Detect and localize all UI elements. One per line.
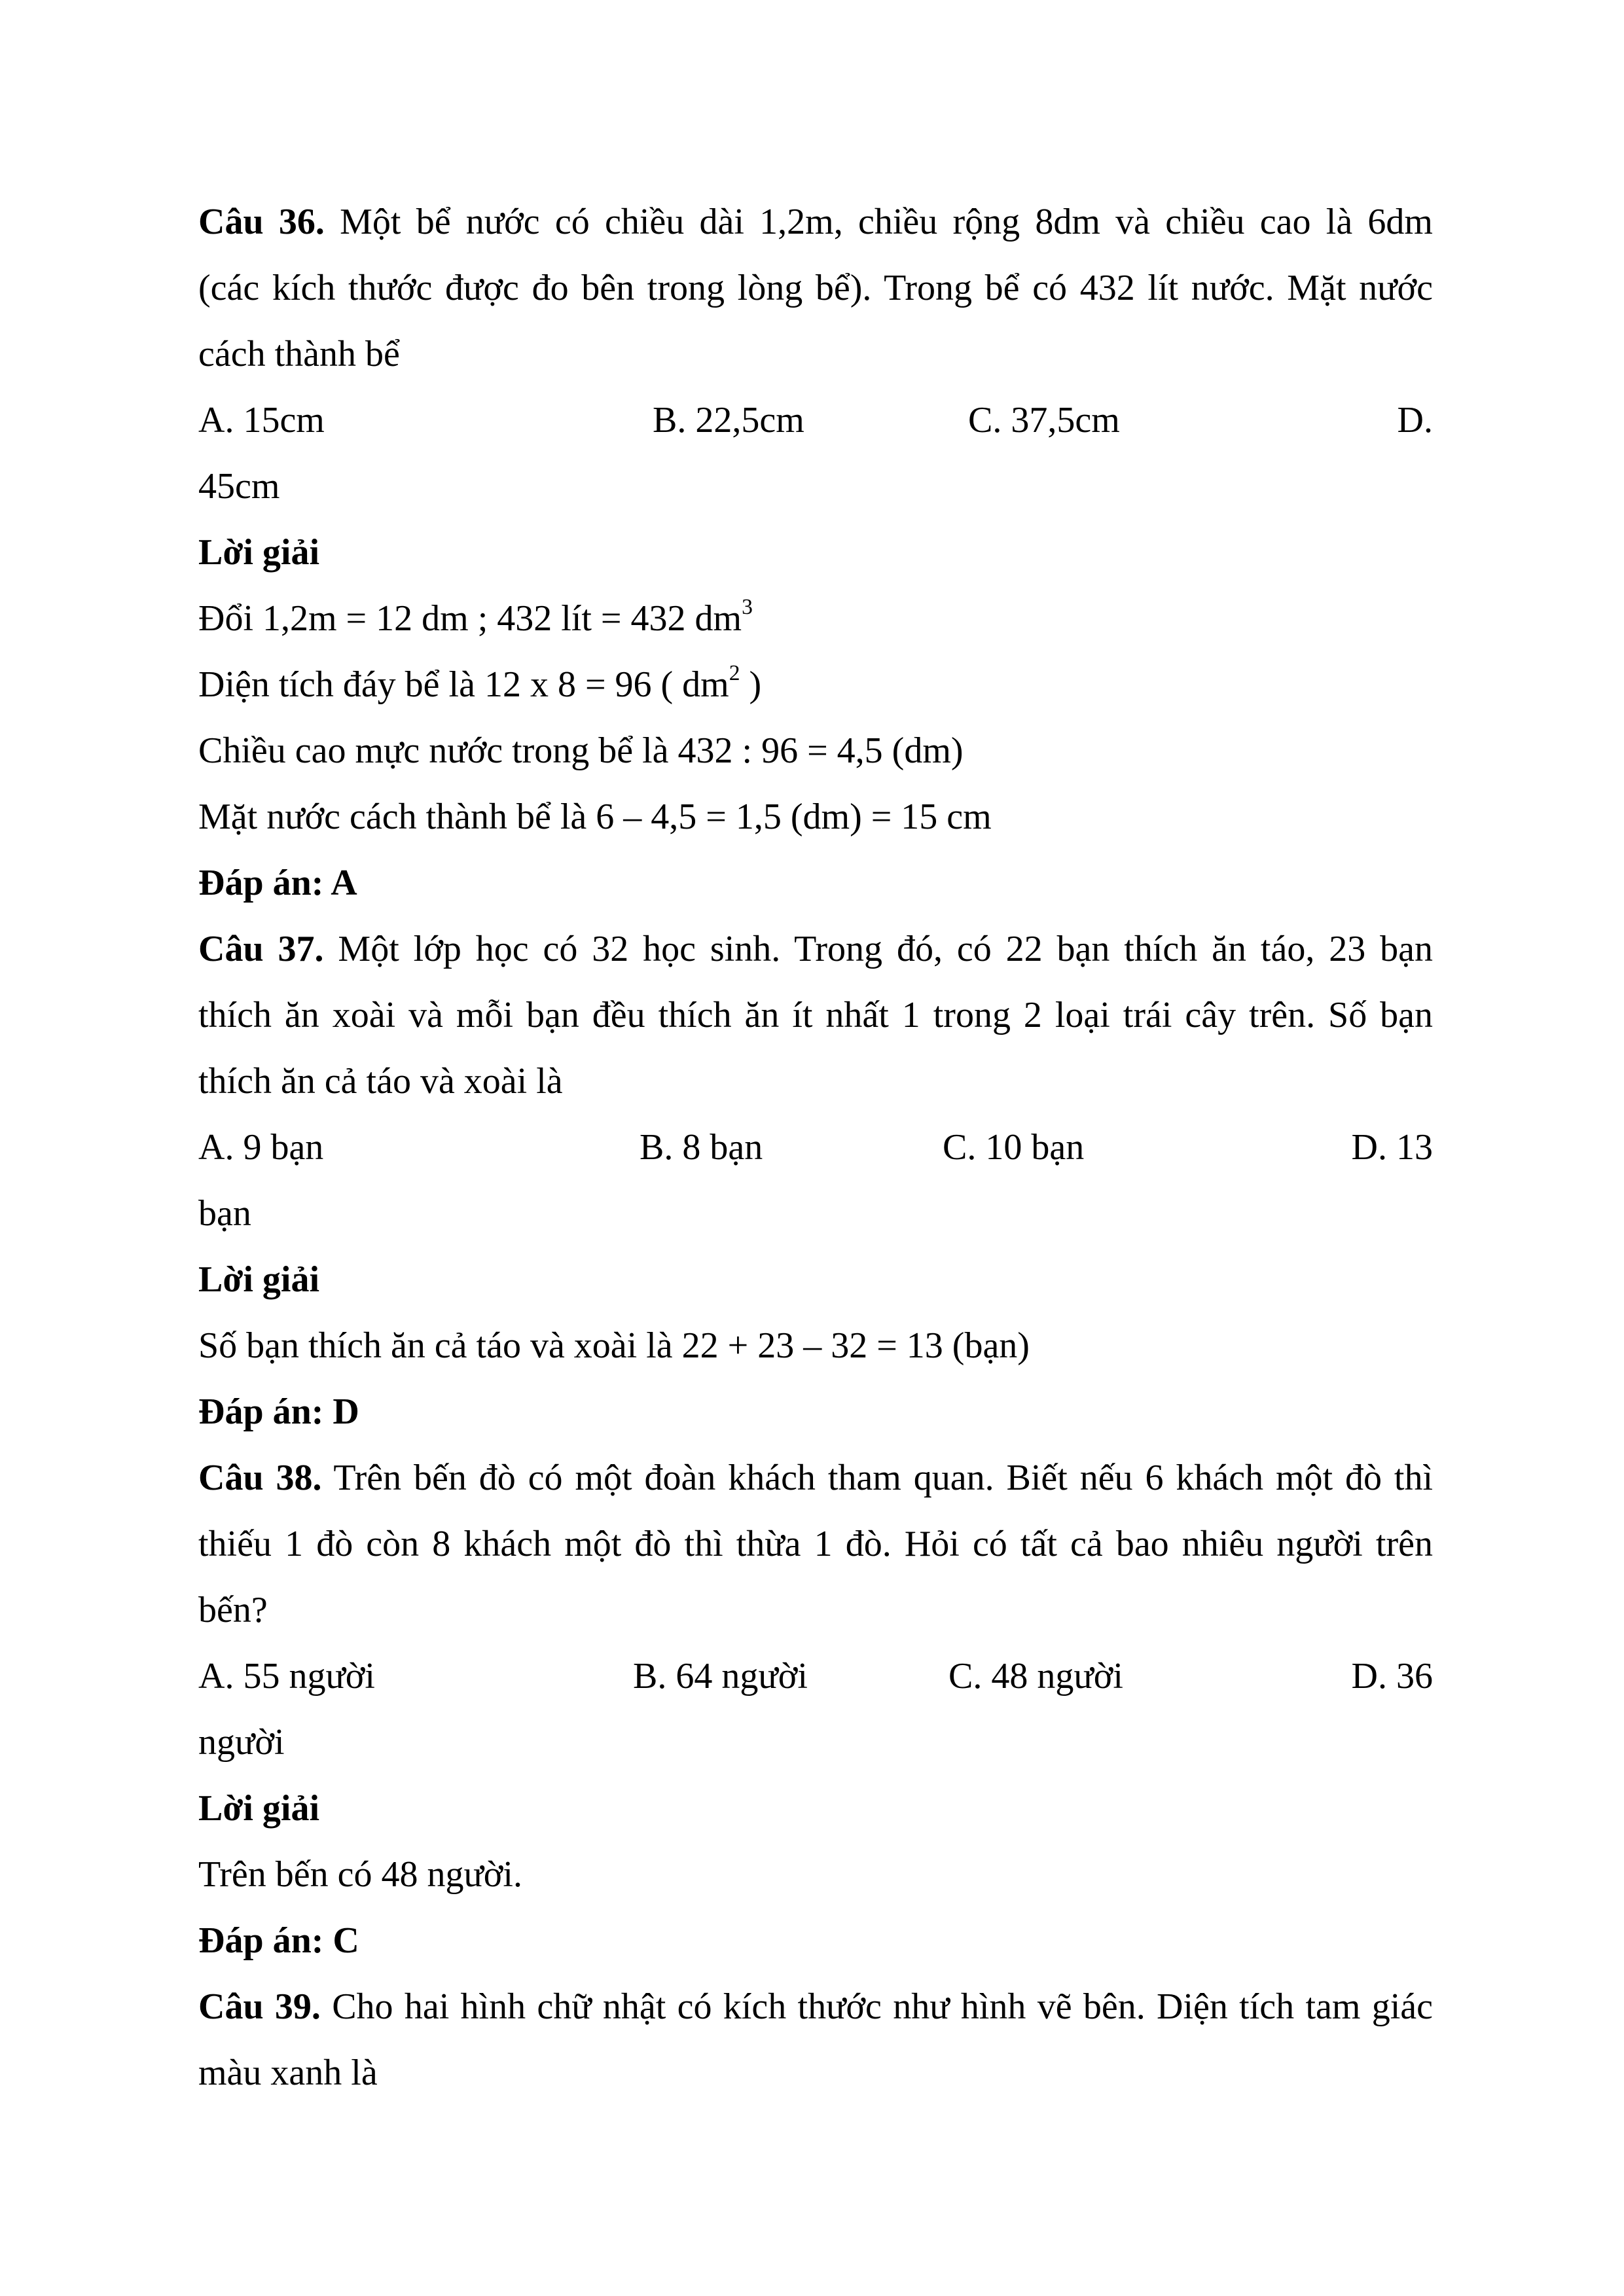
question-37-options — [198, 1115, 1433, 1181]
question-37-line-2: thích ăn xoài và mỗi bạn đều thích ăn ít nhất 1 trong 2 loại trái cây trên. Số bạn — [198, 995, 1433, 1035]
question-37-option-b: B. 8 bạn — [640, 1127, 763, 1168]
question-36-label: Câu 36. — [198, 202, 325, 242]
question-39-line-1 — [198, 1974, 1433, 2040]
question-38-solution-title: Lời giải — [198, 1788, 320, 1829]
question-37-option-d-continued: bạn — [198, 1193, 251, 1234]
solution-area-text: Diện tích đáy bể là 12 x 8 = 96 ( dm — [198, 664, 729, 705]
question-38-line-1 — [198, 1445, 1433, 1511]
question-36-solution-line-4: Mặt nước cách thành bể là 6 – 4,5 = 1,5 (dm) = 15 cm — [198, 797, 992, 837]
question-37-line-1 — [198, 916, 1433, 982]
question-36-option-a: A. 15cm — [198, 400, 325, 440]
question-37-text: Một lớp học có 32 học sinh. Trong đó, có 22 bạn thích ăn táo, 23 bạn — [323, 929, 1434, 969]
question-36-option-d-continued: 45cm — [198, 466, 280, 507]
question-36-answer: Đáp án: A — [198, 863, 357, 903]
question-37-option-d: D. 13 — [1351, 1127, 1433, 1168]
question-36-line-1 — [198, 189, 1433, 255]
question-37-label: Câu 37. — [198, 929, 324, 969]
question-37-option-a: A. 9 bạn — [198, 1127, 324, 1168]
question-38-options — [198, 1643, 1433, 1710]
solution-area-close: ) — [740, 664, 762, 705]
question-38-answer: Đáp án: C — [198, 1920, 359, 1961]
square-exponent: 2 — [729, 661, 740, 686]
question-36-option-d: D. — [1397, 400, 1433, 440]
question-37-option-c: C. 10 bạn — [943, 1127, 1085, 1168]
question-36-solution-line-1 — [198, 586, 1433, 652]
question-37-solution-line-1: Số bạn thích ăn cả táo và xoài là 22 + 23 – 32 = 13 (bạn) — [198, 1325, 1030, 1366]
question-36-solution-line-2 — [198, 652, 1433, 718]
question-38-label: Câu 38. — [198, 1458, 322, 1498]
question-36-option-b: B. 22,5cm — [653, 400, 804, 440]
question-38-line-3: bến? — [198, 1590, 268, 1630]
question-37-line-3: thích ăn cả táo và xoài là — [198, 1061, 563, 1102]
document-page — [198, 189, 1433, 2106]
question-36-solution-title: Lời giải — [198, 532, 320, 573]
question-39-text: Cho hai hình chữ nhật có kích thước như hình vẽ bên. Diện tích tam giác — [320, 1986, 1433, 2027]
question-37-answer: Đáp án: D — [198, 1391, 359, 1432]
question-39-label: Câu 39. — [198, 1986, 321, 2027]
question-38-option-d-continued: người — [198, 1722, 285, 1763]
question-38-option-c: C. 48 người — [948, 1656, 1123, 1696]
question-36-line-3: cách thành bể — [198, 334, 400, 374]
question-36-line-2: (các kích thước được đo bên trong lòng bể). Trong bể có 432 lít nước. Mặt nước — [198, 268, 1433, 308]
question-36-options — [198, 387, 1433, 454]
question-38-solution-line-1: Trên bến có 48 người. — [198, 1854, 522, 1895]
question-36-solution-line-3: Chiều cao mực nước trong bể là 432 : 96 = 4,5 (dm) — [198, 730, 964, 771]
question-36-option-c: C. 37,5cm — [968, 400, 1120, 440]
question-38-option-b: B. 64 người — [633, 1656, 808, 1696]
question-39-line-2: màu xanh là — [198, 2053, 378, 2093]
question-36-text: Một bể nước có chiều dài 1,2m, chiều rộng 8dm và chiều cao là 6dm — [324, 202, 1433, 242]
question-38-option-a: A. 55 người — [198, 1656, 375, 1696]
question-38-option-d: D. 36 — [1351, 1656, 1433, 1696]
cubic-exponent: 3 — [742, 595, 753, 620]
question-37-solution-title: Lời giải — [198, 1259, 320, 1300]
solution-convert-text: Đổi 1,2m = 12 dm ; 432 lít = 432 dm — [198, 598, 742, 639]
question-38-text: Trên bến đò có một đoàn khách tham quan. Biết nếu 6 khách một đò thì — [321, 1458, 1434, 1498]
question-38-line-2: thiếu 1 đò còn 8 khách một đò thì thừa 1 đò. Hỏi có tất cả bao nhiêu người trên — [198, 1524, 1433, 1564]
